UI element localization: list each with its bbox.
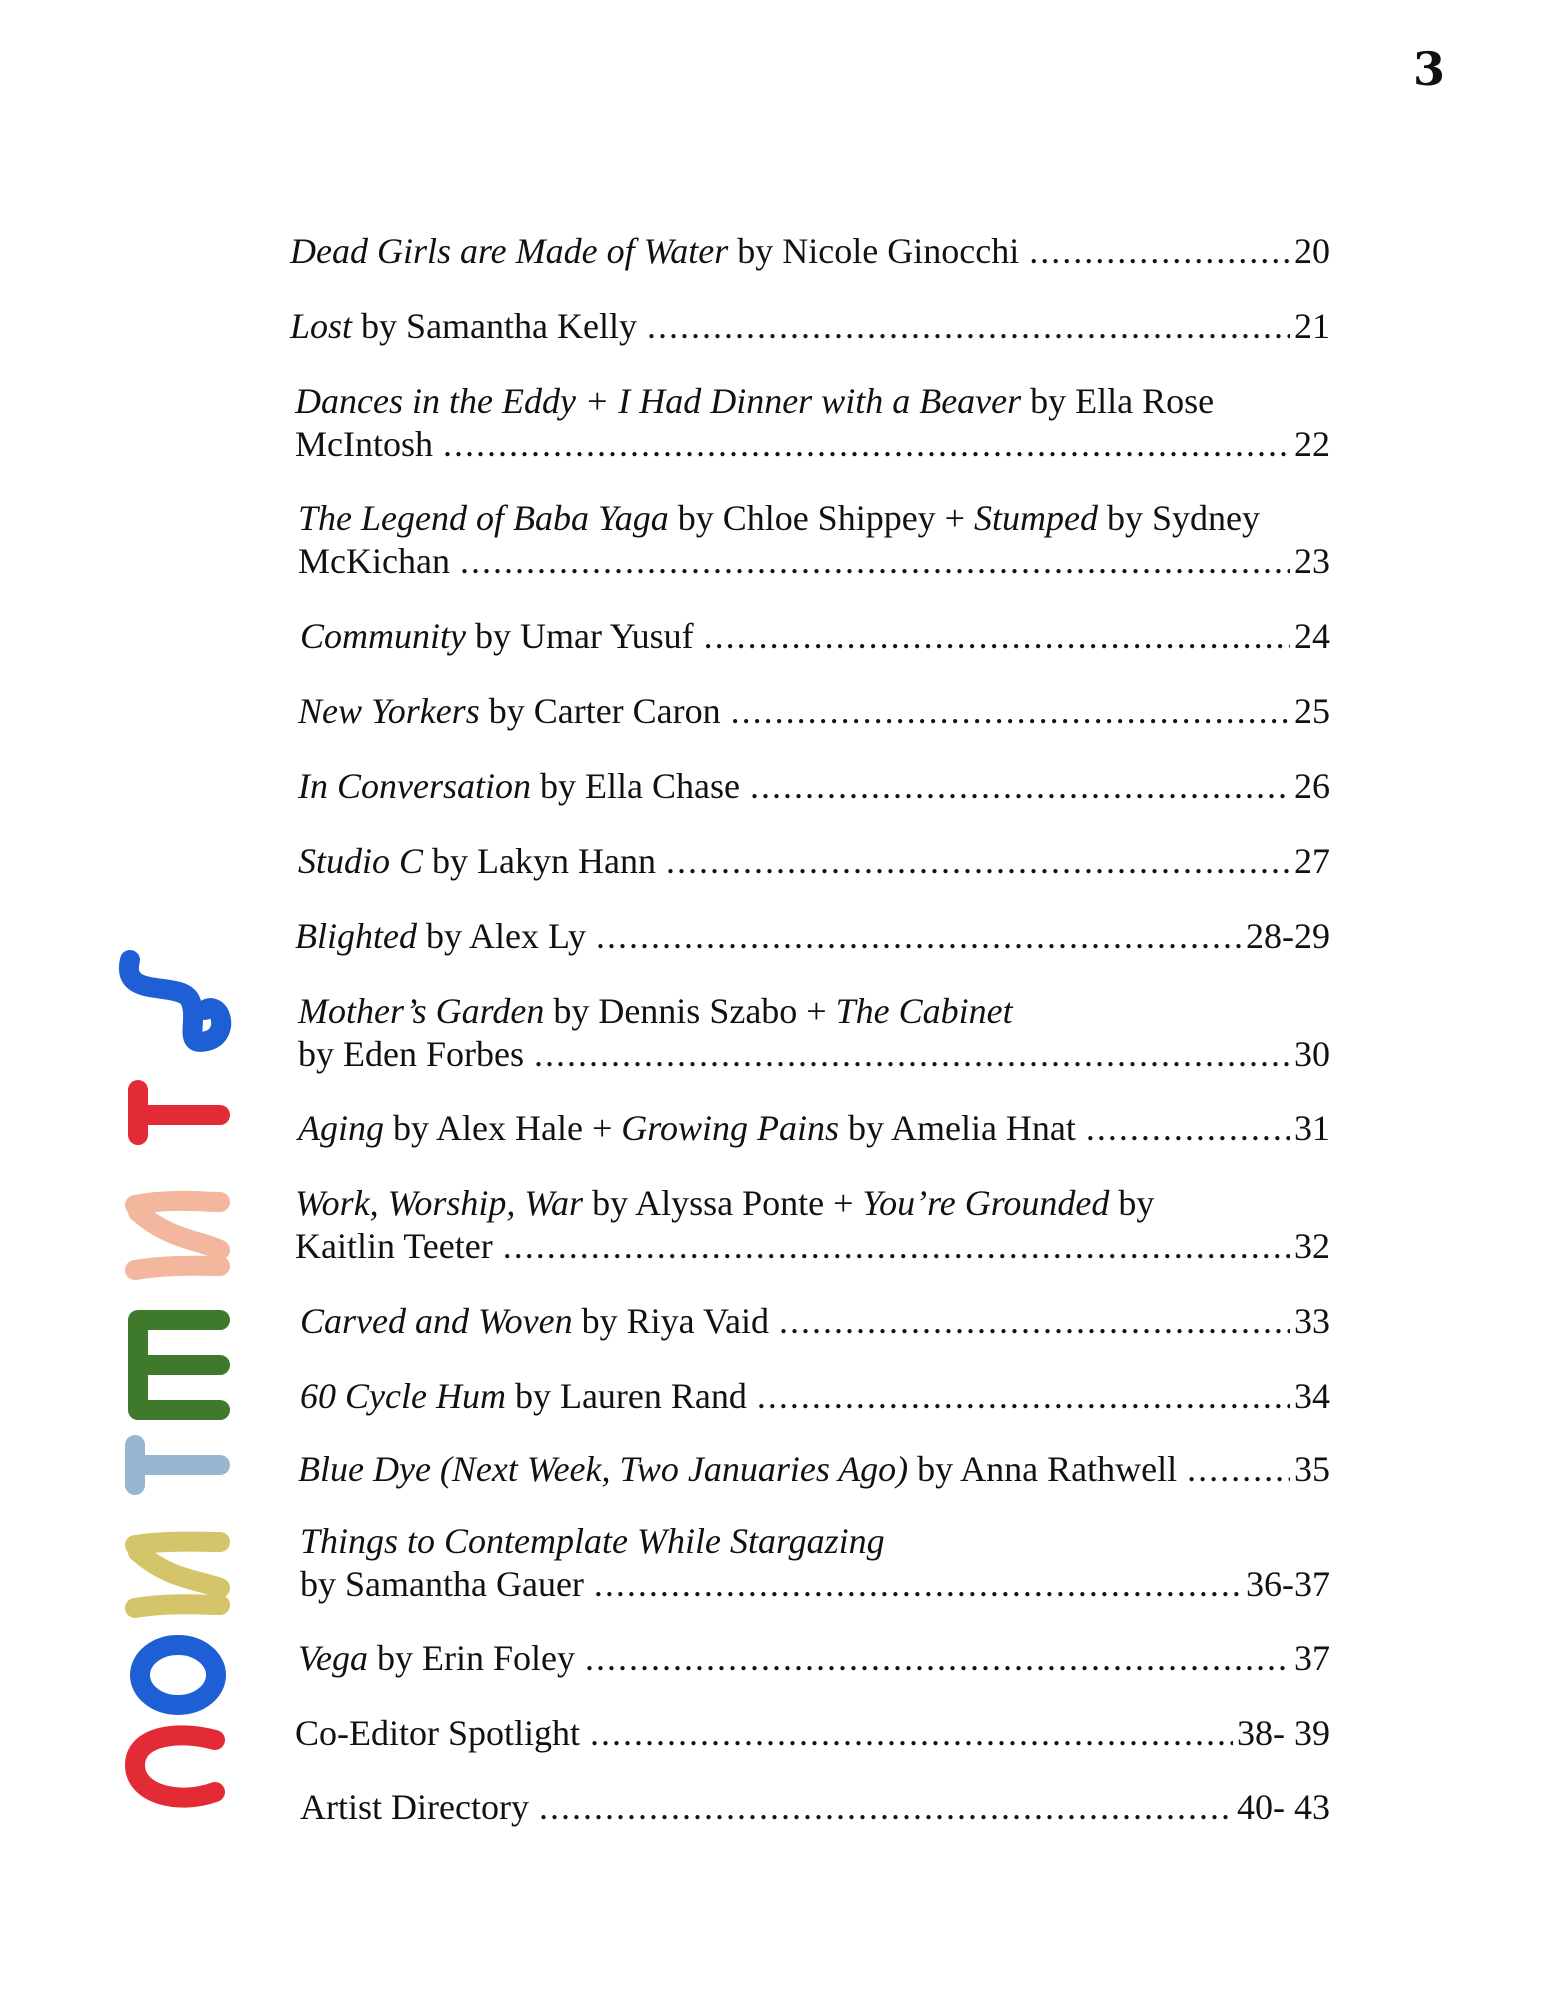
contents-letter-n2 — [135, 1542, 220, 1608]
toc-entry — [298, 840, 1330, 883]
toc-page-number: 30 — [1294, 1034, 1330, 1074]
toc-entry — [300, 1786, 1330, 1829]
toc-entry — [290, 305, 1330, 348]
toc-entry-text: by Amelia Hnat — [838, 1108, 1076, 1148]
toc-entry — [298, 497, 1330, 583]
toc-entry-text: by Dennis Szabo + — [544, 991, 836, 1031]
toc-entry — [300, 1300, 1330, 1343]
toc-entry — [298, 1448, 1330, 1491]
toc-entry — [298, 690, 1330, 733]
contents-letter-t2 — [135, 1445, 220, 1485]
toc-page-number: 28-29 — [1246, 916, 1330, 956]
toc-entry-line — [295, 423, 1330, 466]
toc-entry-title: Community — [300, 616, 466, 656]
toc-entry — [298, 1107, 1330, 1150]
toc-entry-text: by Erin Foley — [367, 1638, 575, 1678]
toc-entry-text: by Sydney — [1097, 498, 1260, 538]
toc-page-number: 20 — [1294, 231, 1330, 271]
toc-leader-dots — [750, 765, 1290, 808]
toc-entry-line — [300, 1375, 1330, 1418]
toc-page-number: 38- 39 — [1237, 1713, 1330, 1753]
toc-leader-dots — [590, 1712, 1233, 1755]
toc-entry-line — [300, 615, 1330, 658]
toc-entry-title: Things to Contemplate While Stargazing — [300, 1521, 885, 1561]
toc-entry-title: Studio C — [298, 841, 424, 881]
toc-entry-text: by Nicole Ginocchi — [728, 231, 1020, 271]
toc-leader-dots — [596, 915, 1242, 958]
toc-leader-dots — [1086, 1107, 1290, 1150]
toc-entry-text: by Riya Vaid — [572, 1301, 769, 1341]
toc-page-number: 27 — [1294, 841, 1330, 881]
toc-entry-text: by Alex Hale + — [384, 1108, 622, 1148]
toc-entry-title: Stumped — [973, 498, 1098, 538]
toc-entry-text: by Alyssa Ponte + — [583, 1183, 863, 1223]
toc-entry — [298, 765, 1330, 808]
toc-entry-line — [298, 1033, 1330, 1076]
toc-entry-line — [300, 1786, 1330, 1829]
toc-entry-line — [300, 1520, 1330, 1563]
toc-entry-title: Growing Pains — [621, 1108, 839, 1148]
toc-leader-dots — [594, 1563, 1242, 1606]
toc-page-number: 32 — [1294, 1226, 1330, 1266]
contents-letter-e — [138, 1320, 220, 1410]
toc-entry-text: by Anna Rathwell — [908, 1449, 1178, 1489]
toc-page-number: 31 — [1294, 1108, 1330, 1148]
toc-entry — [300, 1520, 1330, 1606]
toc-leader-dots — [503, 1225, 1290, 1268]
toc-entry-text: by Eden Forbes — [298, 1034, 524, 1074]
toc-entry-title: 60 Cycle Hum — [300, 1376, 506, 1416]
toc-leader-dots — [534, 1033, 1290, 1076]
toc-page-number: 26 — [1294, 766, 1330, 806]
toc-entry-title: You’re Grounded — [862, 1183, 1110, 1223]
toc-leader-dots — [731, 690, 1290, 733]
toc-entry-line — [298, 840, 1330, 883]
toc-entry-title: The Legend of Baba Yaga — [298, 498, 669, 538]
toc-entry-line — [290, 305, 1330, 348]
toc-entry — [295, 915, 1330, 958]
toc-entry-line — [298, 690, 1330, 733]
toc-leader-dots — [704, 615, 1290, 658]
toc-entry-text: by Samantha Gauer — [300, 1564, 584, 1604]
toc-page-number: 23 — [1294, 541, 1330, 581]
toc-entry-title: In Conversation — [298, 766, 531, 806]
toc-entry-text: McKichan — [298, 541, 450, 581]
toc-entry — [300, 1375, 1330, 1418]
toc-entry-line — [298, 990, 1330, 1033]
contents-side-title — [110, 940, 240, 1820]
toc-entry-line — [300, 1300, 1330, 1343]
toc-entry-line — [295, 1182, 1330, 1225]
toc-entry-line — [298, 1637, 1330, 1680]
toc-entry-title: Blue Dye (Next Week, Two Januaries Ago) — [298, 1449, 909, 1489]
toc-entry-title: Aging — [298, 1108, 384, 1148]
toc-entry-title: The Cabinet — [835, 991, 1013, 1031]
toc-leader-dots — [460, 540, 1290, 583]
toc-entry-title: Work, Worship, War — [295, 1183, 584, 1223]
toc-page-number: 33 — [1294, 1301, 1330, 1341]
toc-entry-text: by Lakyn Hann — [423, 841, 656, 881]
toc-entry-text: McIntosh — [295, 424, 433, 464]
toc-entry-line — [298, 1107, 1330, 1150]
toc-entry-line — [298, 540, 1330, 583]
toc-leader-dots — [1187, 1448, 1290, 1491]
contents-letter-o — [140, 1645, 216, 1705]
toc-entry — [295, 380, 1330, 466]
toc-entry — [300, 615, 1330, 658]
toc-entry-text: Co-Editor Spotlight — [295, 1713, 581, 1753]
toc-entry-text: by Carter Caron — [479, 691, 721, 731]
toc-entry-line — [295, 380, 1330, 423]
toc-page-number: 25 — [1294, 691, 1330, 731]
toc-entry-text: by Lauren Rand — [505, 1376, 747, 1416]
toc-page-number: 24 — [1294, 616, 1330, 656]
toc-page-number: 34 — [1294, 1376, 1330, 1416]
toc-entry-text: by Ella Chase — [530, 766, 740, 806]
toc-page-number: 35 — [1294, 1449, 1330, 1489]
toc-entry — [298, 990, 1330, 1076]
toc-entry-line — [298, 765, 1330, 808]
toc-entry-line — [295, 915, 1330, 958]
toc-entry-line — [298, 497, 1330, 540]
toc-entry-text: Kaitlin Teeter — [295, 1226, 493, 1266]
toc-entry-title: Dances in the Eddy + I Had Dinner with a Beaver — [295, 381, 1022, 421]
toc-entry — [298, 1637, 1330, 1680]
toc-entry-title: Dead Girls are Made of Water — [290, 231, 729, 271]
toc-entry-line — [290, 230, 1330, 273]
toc-entry-text: by Samantha Kelly — [352, 306, 637, 346]
toc-entry — [295, 1712, 1330, 1755]
toc-entry-line — [300, 1563, 1330, 1606]
toc-leader-dots — [757, 1375, 1290, 1418]
toc-leader-dots — [443, 423, 1290, 466]
toc-page-number: 21 — [1294, 306, 1330, 346]
toc-entry-line — [298, 1448, 1330, 1491]
toc-entry-title: Mother’s Garden — [298, 991, 545, 1031]
toc-page-number: 22 — [1294, 424, 1330, 464]
toc-entry-line — [295, 1225, 1330, 1268]
toc-leader-dots — [1029, 230, 1290, 273]
toc-leader-dots — [779, 1300, 1290, 1343]
toc-entry-title: Blighted — [295, 916, 417, 956]
toc-entry-title: Carved and Woven — [300, 1301, 573, 1341]
toc-leader-dots — [666, 840, 1290, 883]
toc-entry-line — [295, 1712, 1330, 1755]
toc-entry — [290, 230, 1330, 273]
toc-leader-dots — [647, 305, 1290, 348]
toc-entry-text: by Ella Rose — [1021, 381, 1215, 421]
toc-entry-text: Artist Directory — [300, 1787, 529, 1827]
toc-leader-dots — [539, 1786, 1233, 1829]
toc-entry — [295, 1182, 1330, 1268]
toc-entry-title: New Yorkers — [298, 691, 480, 731]
page-number: 3 — [1412, 42, 1445, 96]
toc-entry-text: by Alex Ly — [416, 916, 586, 956]
toc-entry-text: by — [1109, 1183, 1155, 1223]
toc-entry-title: Lost — [290, 306, 353, 346]
contents-letter-n1 — [135, 1201, 220, 1270]
toc-page-number: 36-37 — [1246, 1564, 1330, 1604]
contents-letter-c — [135, 1735, 215, 1797]
contents-letter-s — [129, 960, 221, 1042]
toc-entry-text: by Chloe Shippey + — [668, 498, 974, 538]
toc-entry-text: by Umar Yusuf — [466, 616, 694, 656]
toc-leader-dots — [585, 1637, 1290, 1680]
contents-letter-t1 — [138, 1090, 220, 1135]
toc-page-number: 37 — [1294, 1638, 1330, 1678]
toc-page-number: 40- 43 — [1237, 1787, 1330, 1827]
toc-entry-title: Vega — [298, 1638, 368, 1678]
